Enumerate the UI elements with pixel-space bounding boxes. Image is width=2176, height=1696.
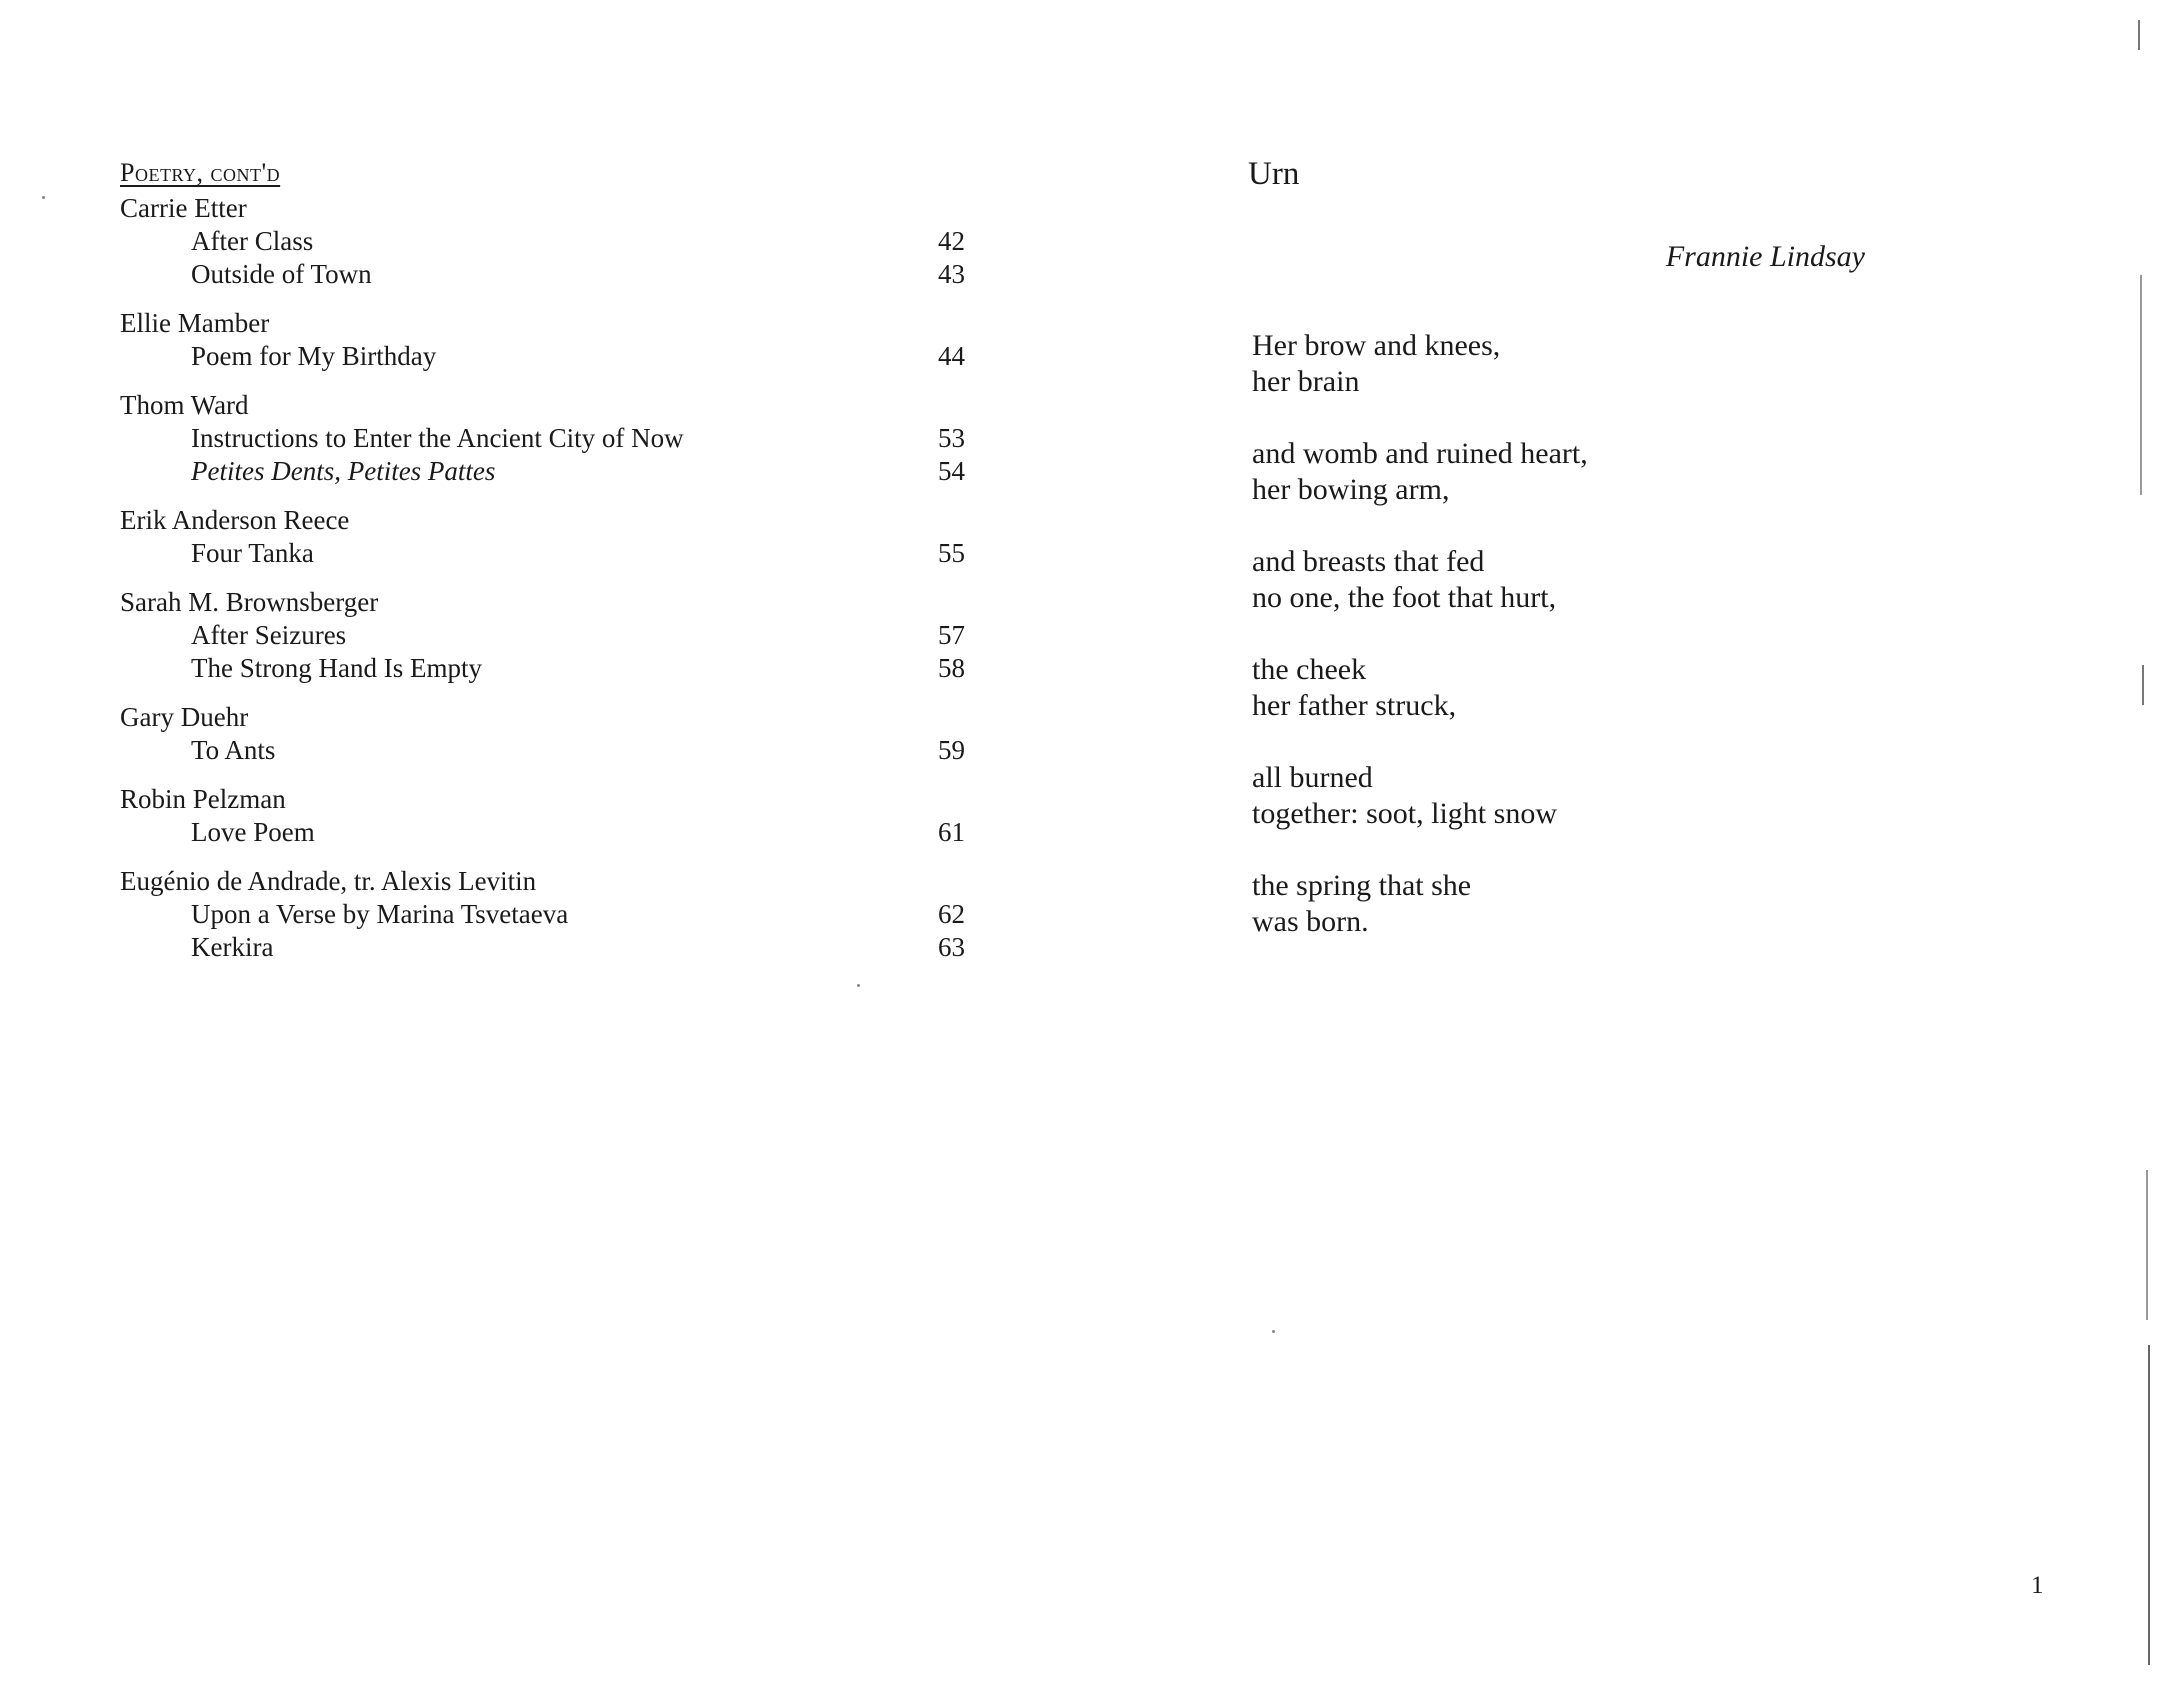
toc-page-number: 61 xyxy=(938,817,965,847)
toc-page-number: 57 xyxy=(938,620,965,650)
toc-page-number: 62 xyxy=(938,899,965,929)
toc-line xyxy=(120,931,965,964)
toc-entry xyxy=(120,307,965,373)
poem-line: all burned xyxy=(1252,761,1373,794)
section-header: Poetry, cont'd xyxy=(120,158,281,187)
right-page xyxy=(1088,0,2176,1696)
toc-line xyxy=(120,422,965,455)
poem-line: the cheek xyxy=(1252,653,1367,686)
poem-body xyxy=(1252,328,1588,976)
toc-entry xyxy=(120,865,965,964)
poem-line: the spring that she xyxy=(1252,869,1472,902)
toc-poem-title: Instructions to Enter the Ancient City of Now xyxy=(191,423,684,453)
poem-stanza xyxy=(1252,544,1588,616)
poem-line: her brain xyxy=(1252,365,1360,398)
poem-line: and womb and ruined heart, xyxy=(1252,437,1588,470)
toc-page-number: 53 xyxy=(938,423,965,453)
scan-edge-mark xyxy=(2148,1345,2150,1665)
scan-edge-mark xyxy=(2140,275,2142,495)
poem-line: Her brow and knees, xyxy=(1252,329,1501,362)
toc-entry xyxy=(120,389,965,488)
toc-entry xyxy=(120,586,965,685)
toc-poem-title: Outside of Town xyxy=(191,259,372,289)
poem-stanza xyxy=(1252,328,1588,400)
toc-page-number: 54 xyxy=(938,456,965,486)
toc-author: Robin Pelzman xyxy=(120,784,286,814)
toc-line xyxy=(120,258,965,291)
toc-line xyxy=(120,816,965,849)
poem-line: her bowing arm, xyxy=(1252,473,1450,506)
toc-page-number: 44 xyxy=(938,341,965,371)
poem-line: together: soot, light snow xyxy=(1252,797,1557,830)
scan-speck xyxy=(857,984,860,987)
poem-line: no one, the foot that hurt, xyxy=(1252,581,1557,614)
toc-page-number: 58 xyxy=(938,653,965,683)
scan-speck xyxy=(42,196,45,199)
toc-author: Gary Duehr xyxy=(120,702,249,732)
poem-line: her father struck, xyxy=(1252,689,1457,722)
toc-page-number: 43 xyxy=(938,259,965,289)
table-of-contents xyxy=(120,192,965,980)
toc-author: Thom Ward xyxy=(120,390,249,420)
poem-stanza xyxy=(1252,436,1588,508)
toc-page-number: 42 xyxy=(938,226,965,256)
toc-poem-title: After Class xyxy=(191,226,314,256)
toc-poem-title: Kerkira xyxy=(191,932,274,962)
toc-poem-title: To Ants xyxy=(191,735,276,765)
scan-edge-mark xyxy=(2146,1170,2148,1320)
poem-stanza xyxy=(1252,652,1588,724)
toc-entry xyxy=(120,783,965,849)
toc-line xyxy=(120,898,965,931)
poem-title: Urn xyxy=(1248,156,1300,192)
scan-edge-mark xyxy=(2138,20,2140,50)
toc-author: Eugénio de Andrade, tr. Alexis Levitin xyxy=(120,866,537,896)
toc-line xyxy=(120,652,965,685)
poem-stanza xyxy=(1252,868,1588,940)
toc-poem-title: After Seizures xyxy=(191,620,347,650)
toc-line xyxy=(120,734,965,767)
toc-entry xyxy=(120,192,965,291)
toc-poem-title: Love Poem xyxy=(191,817,315,847)
toc-poem-title: Petites Dents, Petites Pattes xyxy=(191,456,496,486)
scan-speck xyxy=(1272,1330,1275,1333)
toc-page-number: 55 xyxy=(938,538,965,568)
poem-line: and breasts that fed xyxy=(1252,545,1485,578)
page-number: 1 xyxy=(2031,1572,2044,1599)
toc-line xyxy=(120,340,965,373)
toc-entry xyxy=(120,504,965,570)
toc-author: Carrie Etter xyxy=(120,193,247,223)
toc-poem-title: Upon a Verse by Marina Tsvetaeva xyxy=(191,899,569,929)
scan-edge-mark xyxy=(2142,665,2144,705)
poem-stanza xyxy=(1252,760,1588,832)
toc-page-number: 59 xyxy=(938,735,965,765)
toc-poem-title: Poem for My Birthday xyxy=(191,341,437,371)
toc-line xyxy=(120,619,965,652)
toc-author: Erik Anderson Reece xyxy=(120,505,350,535)
toc-poem-title: Four Tanka xyxy=(191,538,314,568)
poem-line: was born. xyxy=(1252,905,1369,938)
toc-page-number: 63 xyxy=(938,932,965,962)
toc-line xyxy=(120,225,965,258)
poem-author: Frannie Lindsay xyxy=(1665,240,1865,273)
toc-poem-title: The Strong Hand Is Empty xyxy=(191,653,482,683)
toc-line xyxy=(120,537,965,570)
toc-author: Ellie Mamber xyxy=(120,308,270,338)
toc-line xyxy=(120,455,965,488)
toc-author: Sarah M. Brownsberger xyxy=(120,587,379,617)
toc-entry xyxy=(120,701,965,767)
